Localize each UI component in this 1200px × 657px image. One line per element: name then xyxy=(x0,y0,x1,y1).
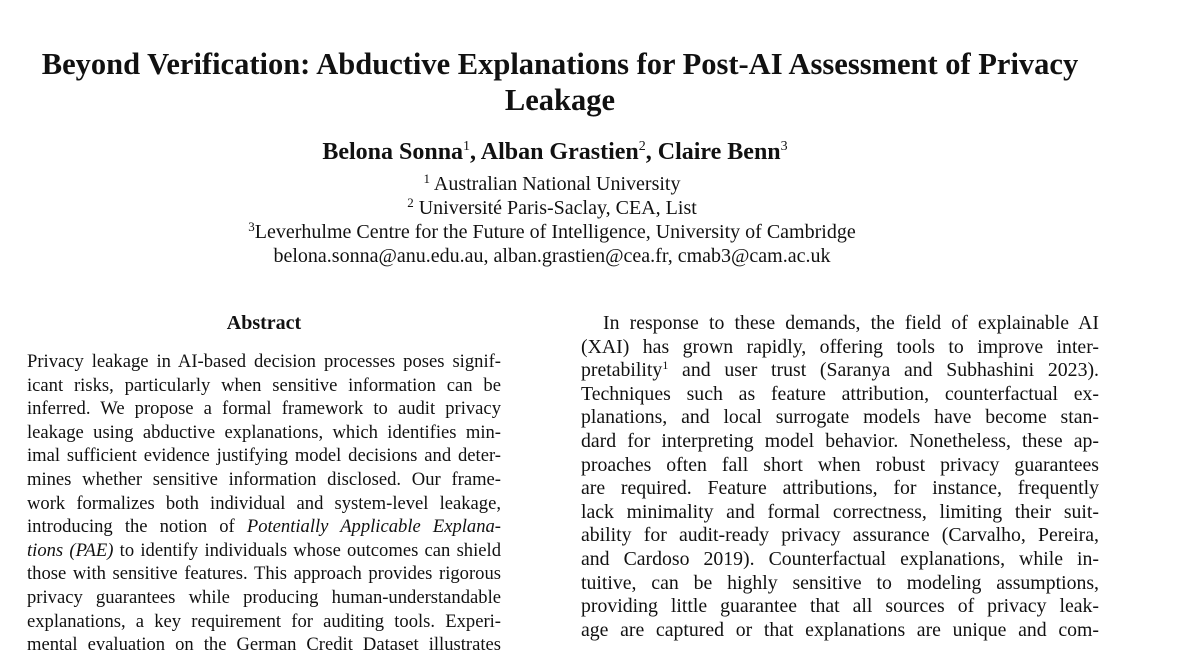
affiliation-line xyxy=(0,220,1104,244)
abstract-italic-term: tions (PAE) xyxy=(27,539,114,561)
affiliation-mark: 2 xyxy=(407,195,414,210)
abstract-line: inferred. We propose a formal framework to audit privacy xyxy=(27,398,501,420)
affiliation-text: Leverhulme Centre for the Future of Intelligence, University of Cambridge xyxy=(254,221,856,243)
abstract-text: introducing the notion of xyxy=(27,516,247,538)
body-line: are required. Feature attributions, for instance, frequently xyxy=(581,477,1099,500)
body-line xyxy=(581,359,1099,383)
abstract-line: imal sufficient evidence justifying model decisions and deter- xyxy=(27,445,501,467)
author-affiliation-mark: 1 xyxy=(463,139,471,154)
affiliation-text: Australian National University xyxy=(429,173,681,195)
body-text: and user trust (Saranya and Subhashini 2023). xyxy=(668,359,1099,382)
body-line: and Cardoso 2019). Counterfactual explanations, while in- xyxy=(581,547,1099,570)
body-line: (XAI) has grown rapidly, offering tools to improve inter- xyxy=(581,335,1099,358)
abstract-text: to identify individuals whose outcomes can shield xyxy=(113,539,501,561)
author-name: Claire Benn xyxy=(657,139,781,165)
affiliation-mark: 1 xyxy=(423,171,430,186)
abstract-line xyxy=(27,539,501,563)
body-line: providing little guarantee that all sources of privacy leak- xyxy=(581,595,1099,618)
affiliation-line xyxy=(0,196,1104,220)
affiliation-line xyxy=(0,172,1104,196)
abstract-line: icant risks, particularly when sensitive information can be xyxy=(27,374,501,396)
abstract-body xyxy=(27,350,501,657)
title-line-2: Leakage xyxy=(504,83,616,117)
body-line: age are captured or that explanations are unique and com- xyxy=(581,618,1099,641)
author-list xyxy=(0,137,1110,167)
body-line: ability for audit-ready privacy assurance (Carvalho, Pereira, xyxy=(581,524,1099,547)
paper-title xyxy=(20,46,1100,118)
author-emails: belona.sonna@anu.edu.au, alban.grastien@cea.fr, cmab3@cam.ac.uk xyxy=(273,245,831,267)
author-affiliation-mark: 2 xyxy=(638,139,646,154)
body-line: Techniques such as feature attribution, counterfactual ex- xyxy=(581,382,1099,405)
abstract-italic-term: Potentially Applicable Explana- xyxy=(246,516,501,538)
body-line: proaches often fall short when robust privacy guarantees xyxy=(581,453,1099,476)
author-separator: , xyxy=(645,139,658,165)
abstract-line: mental evaluation on the German Credit Dataset illustrates xyxy=(27,634,501,656)
abstract-line xyxy=(27,515,501,539)
abstract-line: explanations, a key requirement for auditing tools. Experi- xyxy=(27,610,501,632)
abstract-line: Privacy leakage in AI-based decision processes poses signif- xyxy=(27,351,501,372)
abstract-line: those with sensitive features. This approach provides rigorous xyxy=(27,563,501,585)
title-line-1: Beyond Verification: Abductive Explanations for Post-AI Assessment of Privacy xyxy=(41,47,1079,81)
body-line: planations, and local surrogate models have become stan- xyxy=(581,406,1099,429)
body-text: pretability xyxy=(581,359,663,382)
author-affiliation-mark: 3 xyxy=(780,139,788,154)
body-line: tuitive, can be highly sensitive to modeling assumptions, xyxy=(581,571,1099,594)
author-separator: , xyxy=(470,139,481,165)
author-name: Alban Grastien xyxy=(480,139,639,165)
abstract-line: leakage using abductive explanations, which identifies min- xyxy=(27,421,501,443)
body-line: dard for interpreting model behavior. Nonetheless, these ap- xyxy=(581,429,1099,452)
body-line: In response to these demands, the field of explainable AI xyxy=(603,312,1099,334)
abstract-line: mines whether sensitive information disclosed. Our frame- xyxy=(27,468,501,490)
body-column xyxy=(581,312,1099,642)
abstract-line: work formalizes both individual and system-level leakage, xyxy=(27,492,501,514)
affiliation-block xyxy=(0,172,1104,268)
abstract-heading: Abstract xyxy=(226,312,302,334)
abstract-line: privacy guarantees while producing human-understandable xyxy=(27,586,501,608)
affiliation-text: Université Paris-Saclay, CEA, List xyxy=(413,197,697,219)
affiliation-mark: 3 xyxy=(248,219,255,234)
body-line: lack minimality and formal correctness, limiting their suit- xyxy=(581,500,1099,523)
author-name: Belona Sonna xyxy=(322,139,464,165)
footnote-mark: 1 xyxy=(662,358,669,373)
